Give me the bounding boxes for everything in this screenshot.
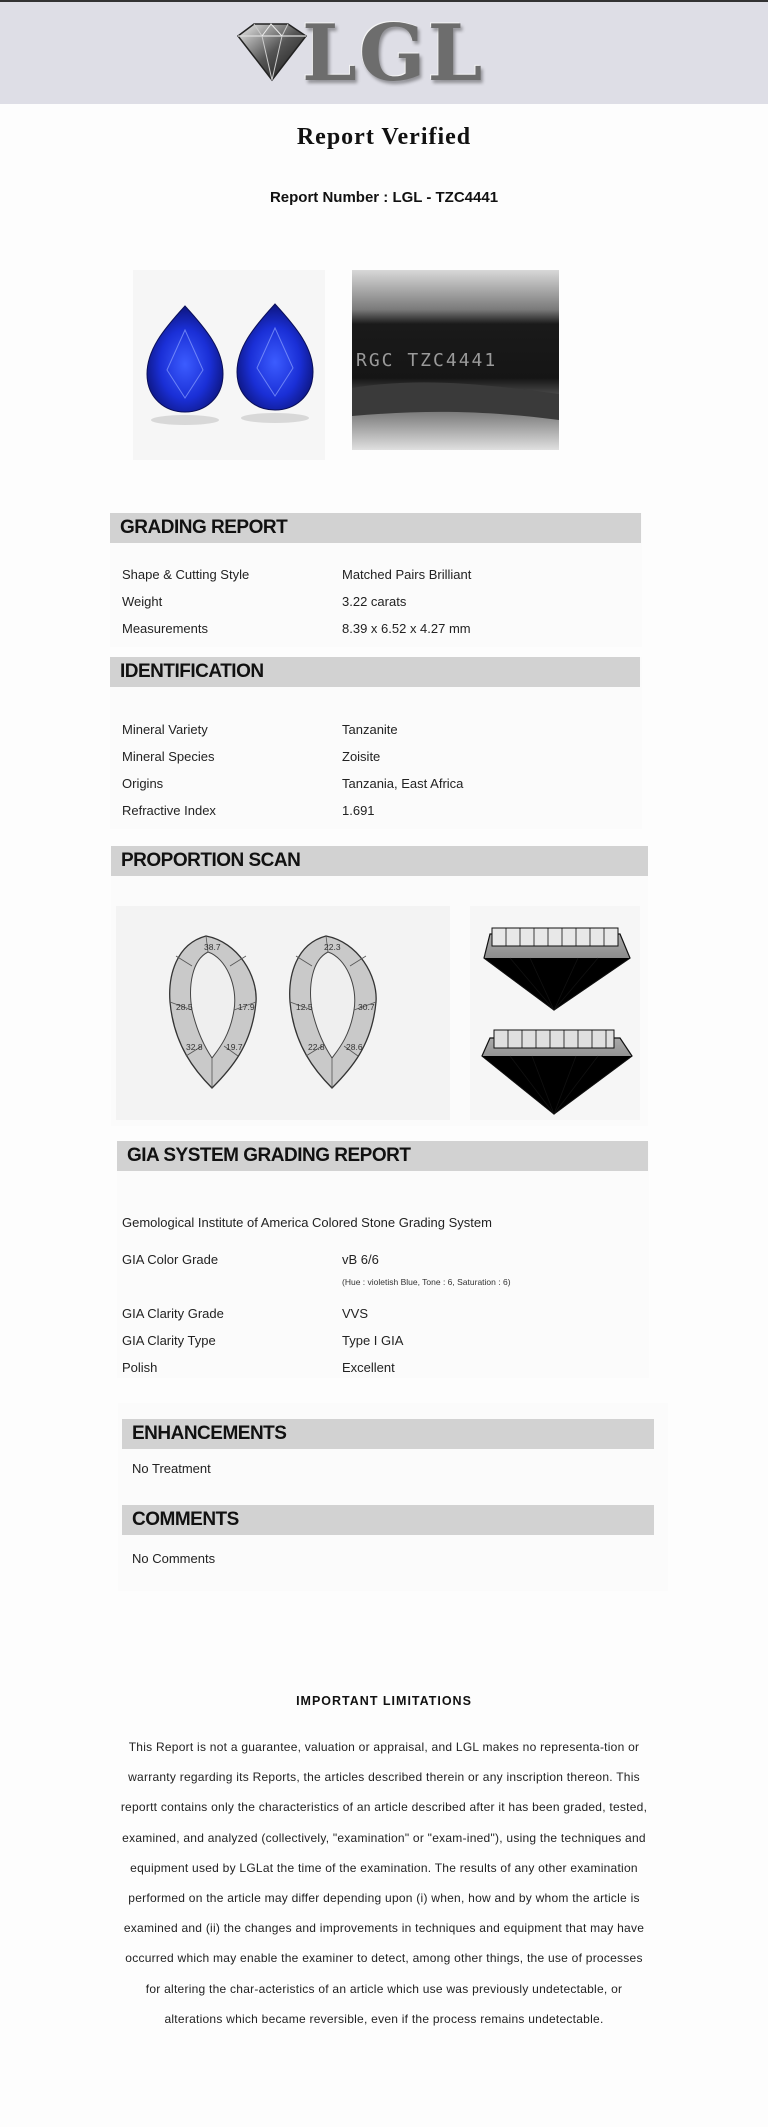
limitations-body: This Report is not a guarantee, valuation or appraisal, and LGL makes no representa-tion or warranty regarding its Reports, the articles described therein or any inscription thereon. This reportt contains only the characteristics of an article described after it has been graded, tested, examined, and analyzed (collectively, "examination" or "exam-ined"), using the techniques and equipment used by LGLat the time of the examination. The results of any other examination performed on the article may differ depending upon (i) when, how and by whom the article is examined and (ii) the changes and improvements in techniques and equipment that may have occurred which may enable the examiner to detect, among other things, the use of processes for altering the char-acteristics of an article which use was previously undetectable, or alterations which became reversible, even if the process remains undetectable. — [120, 1740, 648, 2026]
facet-label-4: 17.9 — [238, 1002, 255, 1012]
gia-color-note: (Hue : violetish Blue, Tone : 6, Saturation : 6) — [342, 1277, 511, 1287]
gia-system-name: Gemological Institute of America Colored Stone Grading System — [122, 1215, 492, 1230]
pear-facet-diagram — [116, 906, 450, 1120]
gia-color-grade-label: GIA Color Grade — [122, 1252, 219, 1267]
shape-value: Matched Pairs Brilliant — [342, 567, 472, 582]
limitations-heading: IMPORTANT LIMITATIONS — [296, 1694, 472, 1708]
identification-bar — [110, 657, 640, 687]
gia-clarity-grade-value: VVS — [342, 1306, 369, 1321]
origins-label: Origins — [122, 776, 164, 791]
inscription-photo — [352, 270, 559, 450]
facet-label-2: 22.3 — [324, 942, 341, 952]
profile-facet-diagram — [470, 906, 640, 1120]
weight-value: 3.22 carats — [342, 594, 407, 609]
mineral-variety-value: Tanzanite — [342, 722, 398, 737]
comments-bar — [122, 1505, 654, 1535]
identification-heading: IDENTIFICATION — [120, 661, 264, 682]
measurements-value: 8.39 x 6.52 x 4.27 mm — [342, 621, 471, 636]
grading-report-heading: GRADING REPORT — [120, 517, 288, 538]
tanzanite-pair-image — [133, 270, 325, 460]
enhancements-bar — [122, 1419, 654, 1449]
facet-label-10: 28.6 — [346, 1042, 363, 1052]
facet-label-1: 38.7 — [204, 942, 221, 952]
page-title: Report Verified — [296, 124, 472, 150]
comments-text: No Comments — [132, 1551, 216, 1566]
enhancements-heading: ENHANCEMENTS — [132, 1423, 287, 1444]
mineral-variety-label: Mineral Variety — [122, 722, 208, 737]
gem-photo — [133, 270, 325, 460]
proportion-scan-heading: PROPORTION SCAN — [121, 850, 301, 871]
comments-heading: COMMENTS — [132, 1509, 239, 1530]
facet-label-7: 32.8 — [186, 1042, 203, 1052]
facet-label-5: 12.5 — [296, 1002, 313, 1012]
shape-label: Shape & Cutting Style — [122, 567, 250, 582]
gia-heading: GIA SYSTEM GRADING REPORT — [127, 1145, 411, 1166]
gia-color-grade-value: vB 6/6 — [342, 1252, 379, 1267]
mineral-species-label: Mineral Species — [122, 749, 215, 764]
proportion-scan-bar — [111, 846, 648, 876]
refractive-index-value: 1.691 — [342, 803, 375, 818]
pear-outline-scan — [116, 906, 450, 1120]
gia-bar — [117, 1141, 648, 1171]
origins-value: Tanzania, East Africa — [342, 776, 464, 791]
facet-label-9: 22.8 — [308, 1042, 325, 1052]
gia-clarity-type-value: Type I GIA — [342, 1333, 404, 1348]
enhancements-text: No Treatment — [132, 1461, 211, 1476]
lgl-logo[interactable] — [232, 8, 492, 99]
mineral-species-value: Zoisite — [342, 749, 381, 764]
report-number: Report Number : LGL - TZC4441 — [269, 189, 499, 206]
facet-label-8: 19.7 — [226, 1042, 243, 1052]
weight-label: Weight — [122, 594, 163, 609]
gia-clarity-grade-label: GIA Clarity Grade — [122, 1306, 224, 1321]
logo-wordmark: LGL — [302, 8, 485, 99]
inscription-text: RGC TZC4441 — [356, 350, 498, 371]
gia-clarity-type-label: GIA Clarity Type — [122, 1333, 216, 1348]
profile-3d-scan — [470, 906, 640, 1120]
polish-label: Polish — [122, 1360, 158, 1375]
facet-label-3: 28.5 — [176, 1002, 193, 1012]
measurements-label: Measurements — [122, 621, 208, 636]
facet-label-6: 30.7 — [358, 1002, 375, 1012]
refractive-index-label: Refractive Index — [122, 803, 216, 818]
polish-value: Excellent — [342, 1360, 395, 1375]
diamond-logo-icon — [232, 22, 310, 84]
grading-report-bar — [110, 513, 641, 543]
